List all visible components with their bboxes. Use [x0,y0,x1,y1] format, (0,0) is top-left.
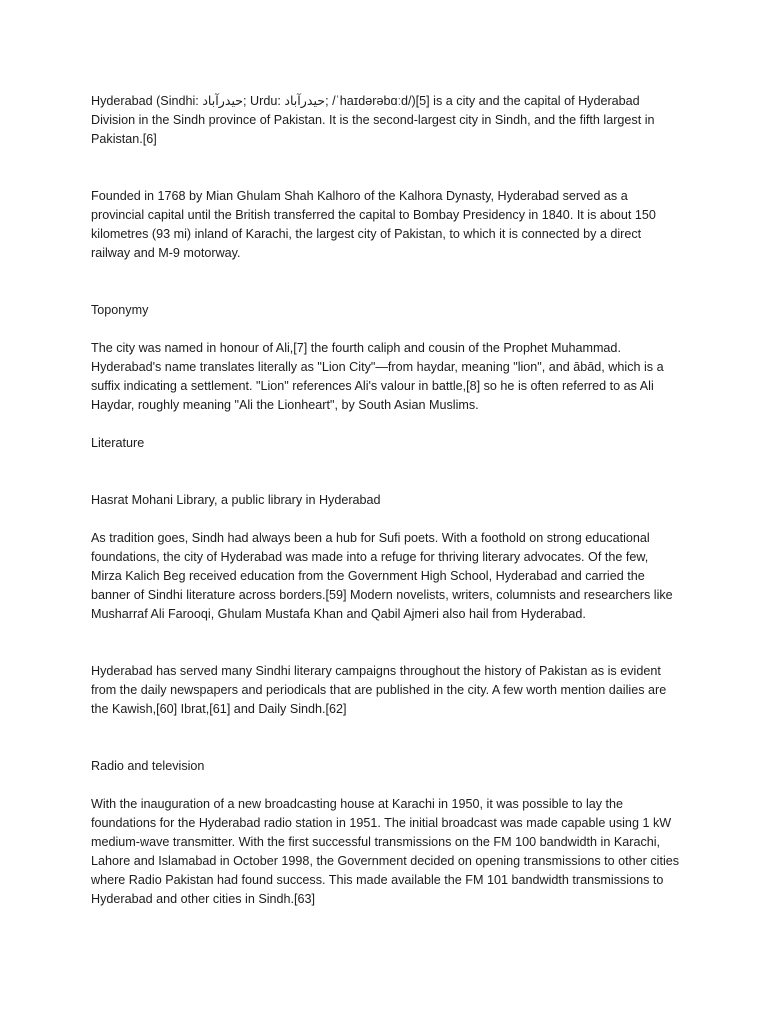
spacer [91,776,680,795]
intro-paragraph: Hyderabad (Sindhi: حيدرآباد; Urdu: حیدرآباد; /ˈhaɪdərəbɑːd/)[5] is a city and the capital of Hyderabad Division in the Sindh province of Pakistan. It is the second-largest city in Sindh, and the fifth largest in Pakistan.[6] [91,94,655,146]
literature-heading: Literature [91,436,145,450]
history-paragraph: Founded in 1768 by Mian Ghulam Shah Kalhoro of the Kalhora Dynasty, Hyderabad served as a provincial capital until the British transferred the capital to Bombay Presidency in 1840. It is about 150 kilometres (93 mi) inland of Karachi, the largest city of Pakistan, to which it is connected by a direct railway and M-9 motorway. [91,189,656,260]
spacer [91,624,680,662]
image-caption: Hasrat Mohani Library, a public library in Hyderabad [91,493,381,507]
toponymy-paragraph: The city was named in honour of Ali,[7] the fourth caliph and cousin of the Prophet Muhammad. Hyderabad's name translates literally as "Lion City"—from haydar, meaning "lion", and ābād, which is a suffix indicating a settlement. "Lion" references Ali's valour in battle,[8] so he is often referred to as Ali Haydar, roughly meaning "Ali the Lionheart", by South Asian Muslims. [91,341,664,412]
spacer [91,719,680,757]
radio-paragraph: With the inauguration of a new broadcasting house at Karachi in 1950, it was possible to lay the foundations for the Hyderabad radio station in 1951. The initial broadcast was made capable using 1 kW medium-wave transmitter. With the first successful transmissions on the FM 100 bandwidth in Karachi, Lahore and Islamabad in October 1998, the Government decided on opening transmissions to other cities where Radio Pakistan had found success. This made available the FM 101 bandwidth transmissions to Hyderabad and other cities in Sindh.[63] [91,797,680,906]
literature-paragraph-2: Hyderabad has served many Sindhi literary campaigns throughout the history of Pakistan as is evident from the daily newspapers and periodicals that are published in the city. A few worth mention dailies are the Kawish,[60] Ibrat,[61] and Daily Sindh.[62] [91,664,667,716]
toponymy-heading: Toponymy [91,303,149,317]
spacer [91,415,680,434]
spacer [91,510,680,529]
spacer [91,320,680,339]
radio-heading: Radio and television [91,759,205,773]
spacer [91,453,680,491]
literature-paragraph-1: As tradition goes, Sindh had always been a hub for Sufi poets. With a foothold on strong educational foundations, the city of Hyderabad was made into a refuge for thriving literary advocates. Of the few, Mirza Kalich Beg received education from the Government High School, Hyderabad and carried the banner of Sindhi literature across borders.[59] Modern novelists, writers, columnists and researchers like Musharraf Ali Farooqi, Ghulam Mustafa Khan and Qabil Ajmeri also hail from Hyderabad. [91,531,673,621]
spacer [91,149,680,187]
spacer [91,263,680,301]
